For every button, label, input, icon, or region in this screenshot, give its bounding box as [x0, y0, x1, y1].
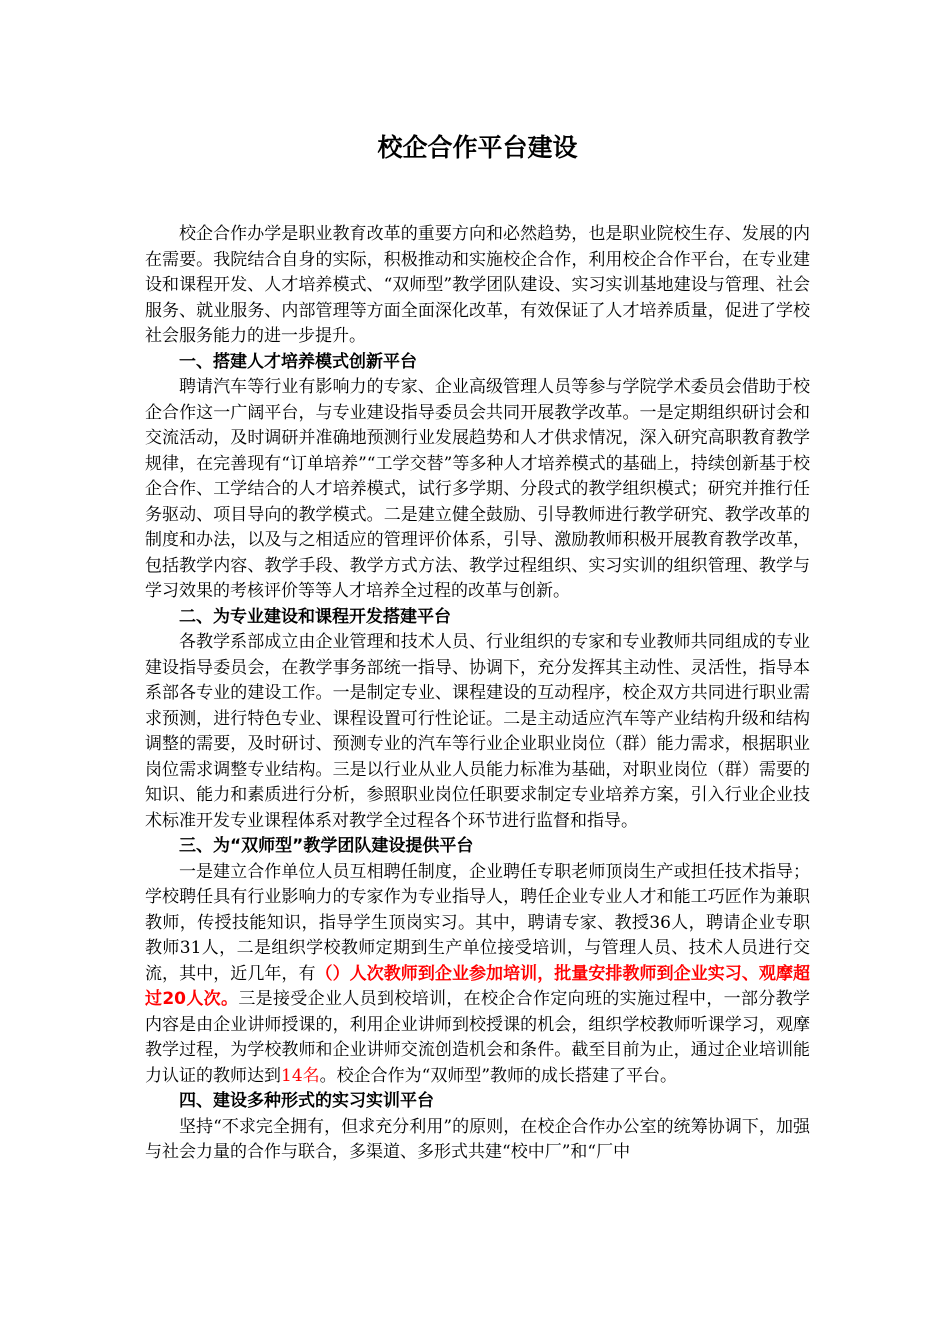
section-3-highlight-count: 14名 [281, 1065, 320, 1086]
section-3-body-part-1: 一是建立合作单位人员互相聘任制度，企业聘任专职老师顶岗生产或担任技术指导；学校聘任具有行业影响力的专家作为专业指导人，聘任企业专业人才和能工巧匠作为兼职教师，传授技能知识，指导学生顶岗实习。其中，聘请专家、教授36人，聘请企业专职教师31人，二是组织学校教师定期到生产单位接受培训，与管理人员、技术人员进行交流，其中，近几年，有 [145, 861, 810, 984]
section-1-heading: 一、搭建人才培养模式创新平台 [179, 351, 417, 372]
intro-paragraph: 校企合作办学是职业教育改革的重要方向和必然趋势，也是职业院校生存、发展的内在需要。我院结合自身的实际，积极推动和实施校企合作，利用校企合作平台，在专业建设和课程开发、人才培养模式、“双师型”教学团队建设、实习实训基地建设与管理、社会服务、就业服务、内部管理等方面全面深化改革，有效保证了人才培养质量，促进了学校社会服务能力的进一步提升。 [145, 224, 810, 346]
section-3-body-part-3: 。校企合作为“双师型”教师的成长搭建了平台。 [319, 1065, 678, 1086]
section-3-heading: 三、为“双师型”教学团队建设提供平台 [179, 836, 474, 856]
section-4-body: 坚持“不求完全拥有，但求充分利用”的原则，在校企合作办公室的统筹协调下，加强与社会力量的合作与联合，多渠道、多形式共建“校中厂”和“厂中 [145, 1116, 810, 1162]
section-3-highlight-training: （）人次教师到企业参加培训，批量安排教师到企业实习、观摩超过20人次。 [145, 963, 811, 1009]
section-3-body-part-2: 三是接受企业人员到校培训，在校企合作定向班的实施过程中，一部分教学内容是由企业讲师授课的，利用企业讲师到校授课的机会，组织学校教师听课学习，观摩教学过程，为学校教师和企业讲师交流创造机会和条件。截至目前为止，通过企业培训能力认证的教师达到 [145, 989, 810, 1086]
section-2-body: 各教学系部成立由企业管理和技术人员、行业组织的专家和专业教师共同组成的专业建设指导委员会，在教学事务部统一指导、协调下，充分发挥其主动性、灵活性，指导本系部各专业的建设工作。一是制定专业、课程建设的互动程序，校企双方共同进行职业需求预测，进行特色专业、课程设置可行性论证。二是主动适应汽车等产业结构升级和结构调整的需要，及时研讨、预测专业的汽车等行业企业职业岗位（群）能力需求，根据职业岗位需求调整专业结构。三是以行业从业人员能力标准为基础，对职业岗位（群）需要的知识、能力和素质进行分析，参照职业岗位任职要求制定专业培养方案，引入行业企业技术标准开发专业课程体系对教学全过程各个环节进行监督和指导。 [145, 632, 810, 831]
section-3-body [145, 860, 810, 1090]
document-title: 校企合作平台建设 [377, 133, 578, 162]
section-2-heading: 二、为专业建设和课程开发搭建平台 [179, 606, 451, 627]
section-1-body: 聘请汽车等行业有影响力的专家、企业高级管理人员等参与学院学术委员会借助于校企合作这一广阔平台，与专业建设指导委员会共同开展教学改革。一是定期组织研讨会和交流活动，及时调研并准确地预测行业发展趋势和人才供求情况，深入研究高职教育教学规律，在完善现有“订单培养”“工学交替”等多种人才培养模式的基础上，持续创新基于校企合作、工学结合的人才培养模式，试行多学期、分段式的教学组织模式；研究并推行任务驱动、项目导向的教学模式。二是建立健全鼓励、引导教师进行教学研究、教学改革的制度和办法，以及与之相适应的管理评价体系，引导、激励教师积极开展教育教学改革，包括教学内容、教学手段、教学方式方法、教学过程组织、实习实训的组织管理、教学与学习效果的考核评价等等人才培养全过程的改革与创新。 [145, 377, 810, 601]
section-4-heading: 四、建设多种形式的实习实训平台 [179, 1091, 434, 1111]
